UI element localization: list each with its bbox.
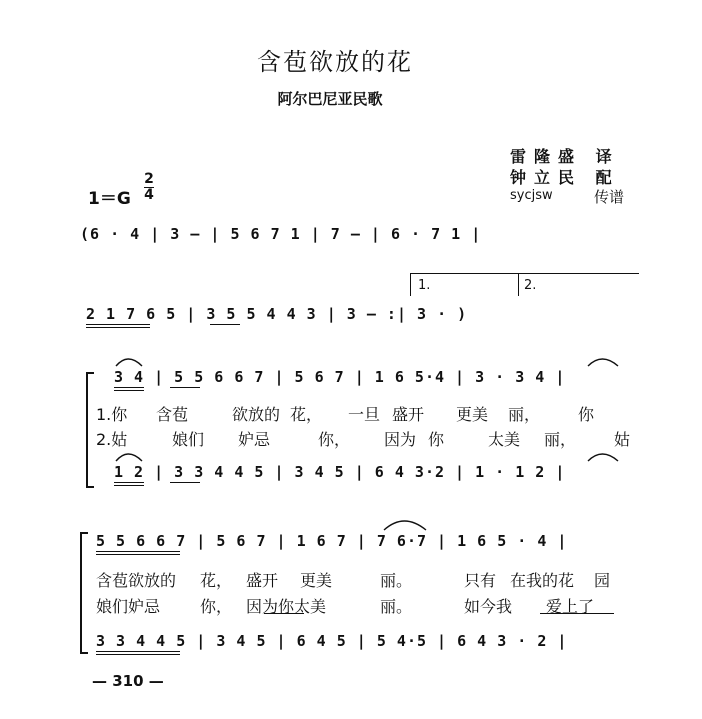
intro-line-1: (6 · 4 | 3 — | 5 6 7 1 | 7 — | 6 · 7 1 | [80,225,482,243]
lyric-word: 丽， [508,405,541,424]
lyric-word: 含苞欲放的 [96,571,177,590]
lyric-word: 更美 [300,571,333,590]
lyric-word: 丽。 [380,597,413,616]
lyric-word: 娘们妒忌 [96,597,161,616]
translator-credit: 雷隆盛 译 [510,147,620,166]
system2-notes-bottom: 3 3 4 4 5 | 3 4 5 | 6 4 5 | 5 4·5 | 6 4 3 · 2 | [96,632,568,650]
arranger-credit: 钟立民 配 [510,168,620,187]
lyric-word: 1.你 [96,405,128,424]
song-title: 含苞欲放的花 [257,48,413,76]
lyric-word: 盛开 [246,571,279,590]
meter-bottom: 4 [144,187,154,203]
lyric-word: 丽。 [380,571,413,590]
lyric-word: 因为你太美 [246,597,327,616]
lyric-word: 园 [594,571,611,590]
song-subtitle: 阿尔巴尼亚民歌 [277,90,383,108]
lyric-word: 花， [200,571,233,590]
system2-notes-top: 5 5 6 6 7 | 5 6 7 | 1 6 7 | 7 6·7 | 1 6 5 · 4 | [96,532,568,550]
lyric-word: 你， [200,597,233,616]
lyric-word: 娘们 [172,430,205,449]
lyric-word: 妒忌 [238,430,271,449]
lyric-word: 更美 [456,405,489,424]
lyric-word: 含苞 [156,405,189,424]
system1-notes-top: 3 4 | 5 5 6 6 7 | 5 6 7 | 1 6 5·4 | 3 · 3 4 | [114,368,566,386]
lyric-word: 你 [428,430,445,449]
system1-notes-bottom: 1 2 | 3 3 4 4 5 | 3 4 5 | 6 4 3·2 | 1 · 1 2 | [114,463,566,481]
lyric-word: 姑 [614,430,631,449]
lyric-word: 在我的花 [510,571,575,590]
slur [588,359,618,366]
lyric-word: 盛开 [392,405,425,424]
volta-1-label: 1. [418,278,431,293]
transcriber-id: sycjsw [510,188,553,203]
lyric-word: 只有 [464,571,497,590]
lyric-word: 如今我 [464,597,513,616]
lyric-word: 2.姑 [96,430,128,449]
lyric-word: 一旦 [348,405,381,424]
lyric-word: 你， [318,430,351,449]
volta-2-label: 2. [524,278,537,293]
meter-top: 2 [144,171,154,187]
lyric-word: 太美 [488,430,521,449]
lyric-word: 爱上了 [546,597,595,616]
lyric-word: 丽， [544,430,577,449]
slur [116,454,142,461]
slur [588,454,618,461]
page-number: — 310 — [92,672,164,690]
lyric-word: 欲放的 [232,405,281,424]
slur [116,359,142,366]
lyric-word: 花， [290,405,323,424]
tie [384,521,426,530]
intro-line-2: 2 1 7 6 5 | 3 5 5 4 4 3 | 3 — :| 3 · ) [86,305,468,323]
transcriber-role: 传谱 [594,188,625,206]
lyric-word: 你 [578,405,595,424]
lyric-word: 因为 [384,430,417,449]
key-signature: 1＝G [88,189,131,209]
